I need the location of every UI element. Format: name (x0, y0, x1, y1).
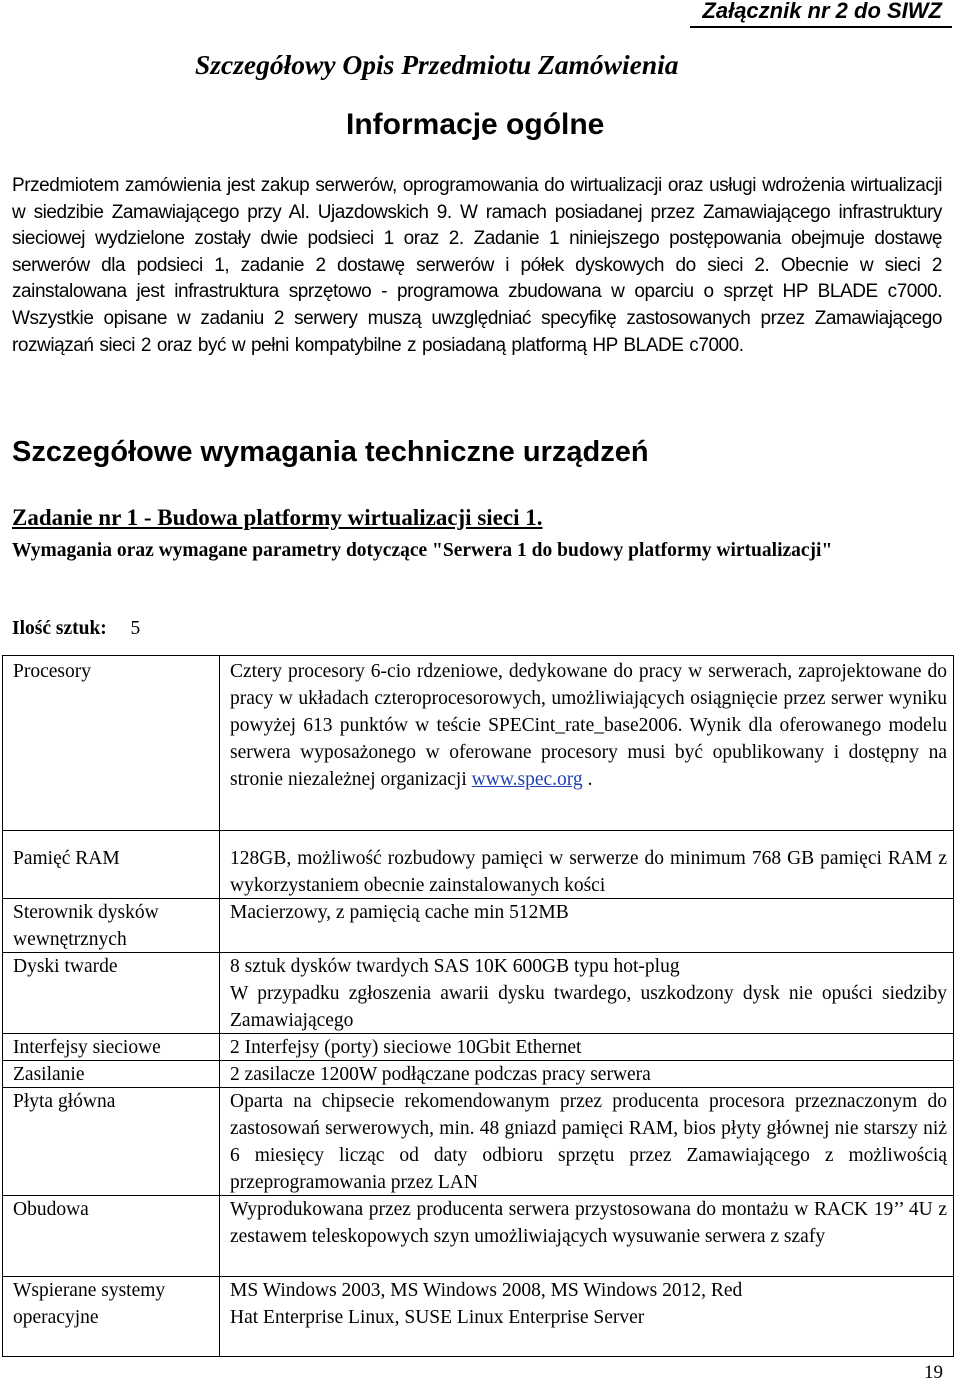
spec-value-os-line1: MS Windows 2003, MS Windows 2008, MS Windows 2012, Red (230, 1280, 743, 1301)
section-title: Informacje ogólne (346, 108, 605, 141)
spec-value-power: 2 zasilacze 1200W podłączane podczas pracy serwera (230, 1064, 651, 1085)
spec-label-chassis: Obudowa (13, 1199, 89, 1220)
spec-value-chassis: Wyprodukowana przez producenta serwera przystosowana do montażu w RACK 19’’ 4U z zestawem teleskopowych szyn umożliwiających wysuwanie serwera z szafy (230, 1199, 947, 1247)
spec-label-os: Wspierane systemy operacyjne (13, 1280, 166, 1328)
annex-label: Załącznik nr 2 do SIWZ (702, 0, 942, 23)
quantity-line (12, 618, 140, 640)
quantity-label: Ilość sztuk: (12, 618, 107, 639)
spec-label-controller: Sterownik dysków wewnętrznych (13, 902, 159, 950)
spec-label-mainboard: Płyta główna (13, 1091, 116, 1112)
spec-value-controller: Macierzowy, z pamięcią cache min 512MB (230, 902, 569, 923)
spec-value-os-line2: Hat Enterprise Linux, SUSE Linux Enterprise Server (230, 1307, 645, 1328)
task-title: Zadanie nr 1 - Budowa platformy wirtualizacji sieci 1. (12, 505, 543, 530)
document-title: Szczegółowy Opis Przedmiotu Zamówienia (195, 49, 679, 80)
spec-value-os (230, 1277, 947, 1331)
spec-org-link[interactable]: www.spec.org (471, 769, 583, 790)
annex-underline (690, 26, 952, 28)
spec-label-network: Interfejsy sieciowe (13, 1037, 161, 1058)
spec-value-cpu (230, 658, 947, 793)
spec-value-ram: 128GB, możliwość rozbudowy pamięci w serwerze do minimum 768 GB pamięci RAM z wykorzystaniem obecnie zainstalowanych kości (230, 848, 947, 896)
spec-value-disks: 8 sztuk dysków twardych SAS 10K 600GB typu hot-plug (230, 956, 680, 977)
spec-label-power: Zasilanie (13, 1064, 85, 1085)
spec-label-cpu: Procesory (13, 661, 91, 682)
page-number: 19 (924, 1362, 943, 1383)
quantity-value: 5 (130, 618, 141, 639)
requirements-heading: Szczegółowe wymagania techniczne urządzeń (12, 436, 649, 468)
spec-value-network: 2 Interfejsy (porty) sieciowe 10Gbit Ethernet (230, 1037, 582, 1058)
spec-value-cpu-text: Cztery procesory 6-cio rdzeniowe, dedykowane do pracy w serwerach, zaprojektowane do pracy w układach czteroprocesorowych, umożliwiających osiągnięcie przez serwer wyniku powyżej 613 punktów w teście SPECint_rate_base2006. Wynik dla oferowanego modelu serwera wyposażonego w oferowane procesory musi być opublikowany i dostępny na stronie niezależnej organizacji (230, 661, 947, 790)
spec-value-disks-note: W przypadku zgłoszenia awarii dysku twardego, uszkodzony dysk nie opuści siedziby Zamawiającego (230, 983, 947, 1031)
spec-value-cpu-tail: . (587, 769, 593, 790)
spec-table (2, 655, 954, 1357)
table-column-divider (219, 656, 220, 1356)
spec-label-disks: Dyski twarde (13, 956, 118, 977)
intro-paragraph: Przedmiotem zamówienia jest zakup serwerów, oprogramowania do wirtualizacji oraz usługi wdrożenia wirtualizacji w siedzibie Zamawiającego przy Al. Ujazdowskich 9. W ramach posiadanej przez Zamawiającego infrastruktury sieciowej wydzielone zostały dwie podsieci 1 oraz 2. Zadanie 1 niniejszego postępowania obejmuje dostawę serwerów dla podsieci 1, zadanie 2 dostawę serwerów i półek dyskowych do sieci 2. Obecnie w sieci 2 zainstalowana jest infrastruktura sprzętowo - programowa zbudowana w oparciu o sprzęt HP BLADE c7000. Wszystkie opisane w zadaniu 2 serwery muszą uwzględniać specyfikę zastosowanych przez Zamawiającego rozwiązań sieci 2 oraz być w pełni kompatybilne z posiadaną platformą HP BLADE c7000. (12, 175, 942, 356)
spec-value-mainboard: Oparta na chipsecie rekomendowanym przez producenta procesora przeznaczonym do zastosowań serwerowych, min. 48 gniazd pamięci RAM, bios płyty głównej nie starszy niż 6 miesięcy licząc od daty odbioru sprzętu przez Zamawiającego z możliwością przeprogramowania przez LAN (230, 1091, 947, 1193)
task-requirements-text: Wymagania oraz wymagane parametry dotyczące "Serwera 1 do budowy platformy wirtualizacji" (12, 540, 833, 561)
spec-label-ram: Pamięć RAM (13, 848, 120, 869)
table-row-divider (3, 830, 953, 831)
